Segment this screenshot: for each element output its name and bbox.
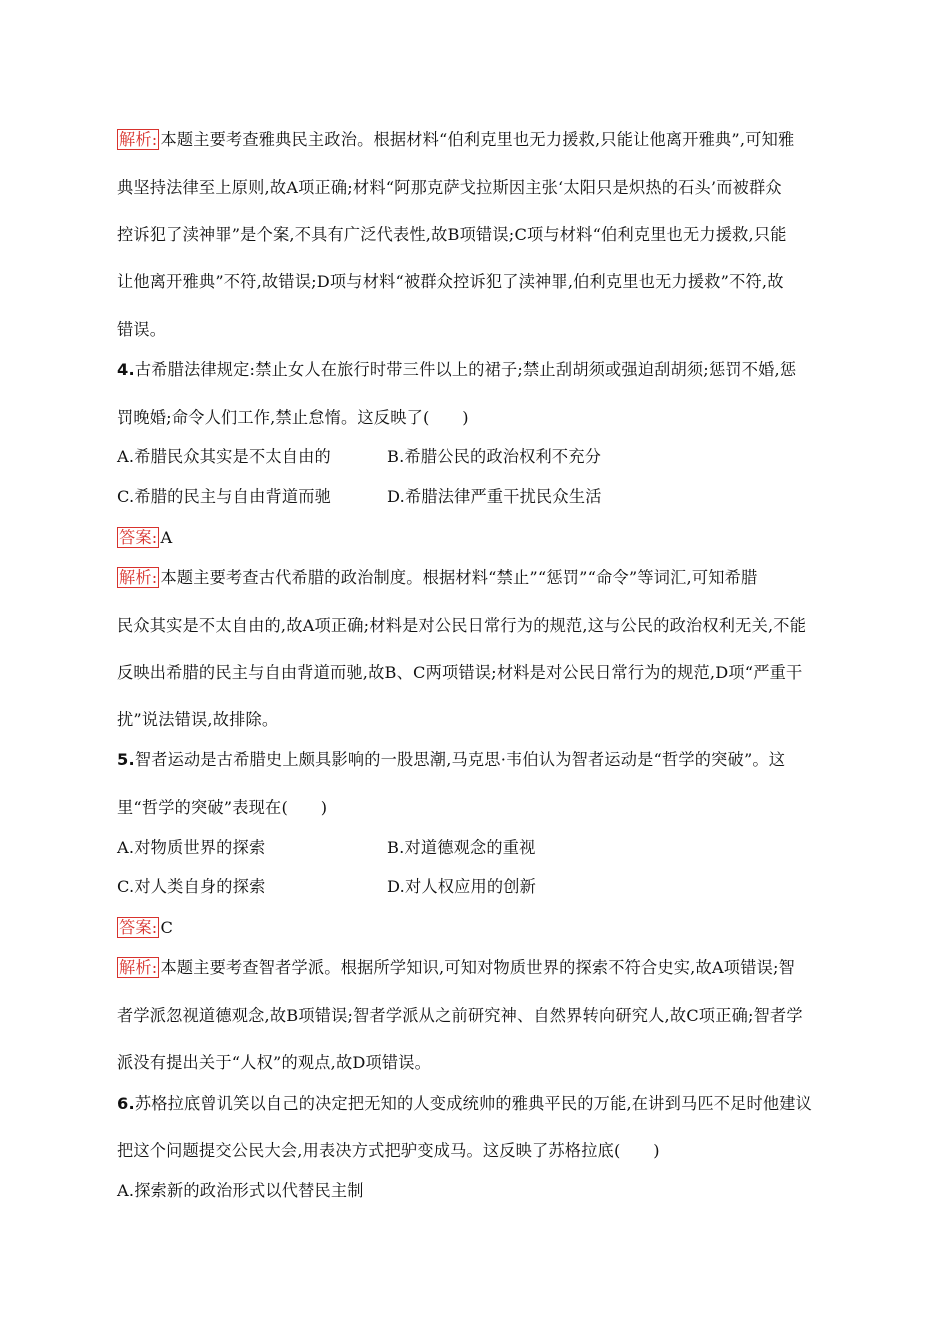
analysis-line: 扰”说法错误,故排除。	[117, 710, 279, 729]
option-b: B.希腊公民的政治权利不充分	[387, 447, 602, 466]
analysis-line: 错误。	[117, 320, 167, 339]
question-5-options-row	[117, 876, 837, 898]
question-4-stem: 4.古希腊法律规定:禁止女人在旅行时带三件以上的裙子;禁止刮胡须或强迫刮胡须;惩罚不婚,惩	[117, 360, 797, 379]
question-5-stem: 5.智者运动是古希腊史上颇具影响的一股思潮,马克思·韦伯认为智者运动是“哲学的突破”。这	[117, 750, 786, 769]
analysis-line: 让他离开雅典”不符,故错误;D项与材料“被群众控诉犯了渎神罪,伯利克里也无力援救”不符,故	[117, 272, 784, 291]
question-number: 5.	[117, 750, 135, 769]
answer-value: A	[160, 528, 173, 547]
analysis-tag: 解析:	[119, 130, 158, 149]
analysis-line: 控诉犯了渎神罪”是个案,不具有广泛代表性,故B项错误;C项与材料“伯利克里也无力援救,只能	[117, 225, 787, 244]
answer-tag: 答案:	[119, 918, 158, 937]
option-a: A.对物质世界的探索	[117, 838, 266, 857]
answer-line	[117, 527, 172, 549]
question-4-stem-line: 罚晚婚;命令人们工作,禁止怠惰。这反映了( )	[117, 408, 469, 427]
question-number: 4.	[117, 360, 135, 379]
question-number: 6.	[117, 1094, 135, 1113]
option-c: C.希腊的民主与自由背道而驰	[117, 487, 332, 506]
question-5-stem-line: 里“哲学的突破”表现在( )	[117, 798, 328, 817]
question-6-stem: 6.苏格拉底曾讥笑以自己的决定把无知的人变成统帅的雅典平民的万能,在讲到马匹不足时他建议	[117, 1094, 813, 1113]
analysis-line: 解析: 本题主要考查智者学派。根据所学知识,可知对物质世界的探索不符合史实,故A项错误;智	[119, 958, 796, 977]
question-4-options-row	[117, 486, 837, 508]
question-5-options-row	[117, 837, 837, 859]
analysis-tag: 解析:	[119, 958, 158, 977]
answer-value: C	[160, 918, 174, 937]
question-6-stem-line: 把这个问题提交公民大会,用表决方式把驴变成马。这反映了苏格拉底( )	[117, 1141, 660, 1160]
analysis-line: 民众其实是不太自由的,故A项正确;材料是对公民日常行为的规范,这与公民的政治权利无关,不能	[117, 616, 807, 635]
option-a: A.探索新的政治形式以代替民主制	[117, 1181, 364, 1200]
question-6-options-row	[117, 1180, 364, 1202]
analysis-line: 解析: 本题主要考查古代希腊的政治制度。根据材料“禁止”“惩罚”“命令”等词汇,可知希腊	[119, 568, 758, 587]
question-4-options-row	[117, 446, 837, 468]
option-b: B.对道德观念的重视	[387, 838, 536, 857]
option-d: D.对人权应用的创新	[387, 877, 537, 896]
option-d: D.希腊法律严重干扰民众生活	[387, 487, 602, 506]
analysis-line: 者学派忽视道德观念,故B项错误;智者学派从之前研究神、自然界转向研究人,故C项正确;智者学	[117, 1006, 803, 1025]
analysis-line: 反映出希腊的民主与自由背道而驰,故B、C两项错误;材料是对公民日常行为的规范,D项“严重干	[117, 663, 803, 682]
analysis-tag: 解析:	[119, 568, 158, 587]
analysis-line: 解析: 本题主要考查雅典民主政治。根据材料“伯利克里也无力援救,只能让他离开雅典”,可知雅	[119, 130, 795, 149]
option-c: C.对人类自身的探索	[117, 877, 266, 896]
analysis-line: 派没有提出关于“人权”的观点,故D项错误。	[117, 1053, 432, 1072]
option-a: A.希腊民众其实是不太自由的	[117, 447, 331, 466]
answer-tag: 答案:	[119, 528, 158, 547]
analysis-line: 典坚持法律至上原则,故A项正确;材料“阿那克萨戈拉斯因主张‘太阳只是炽热的石头’而被群众	[117, 178, 782, 197]
answer-line	[117, 917, 173, 939]
